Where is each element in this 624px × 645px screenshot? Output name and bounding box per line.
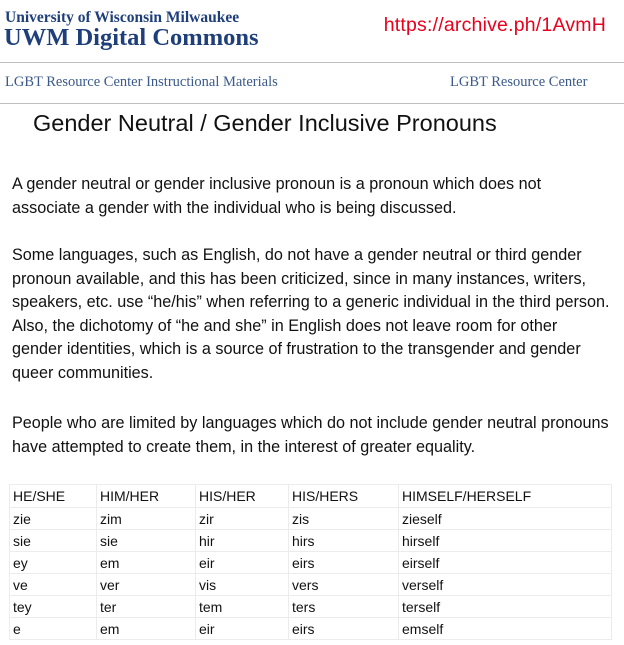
table-cell: eirself xyxy=(399,552,612,574)
table-cell: eirs xyxy=(289,618,399,640)
table-cell: ey xyxy=(10,552,97,574)
table-cell: emself xyxy=(399,618,612,640)
table-row xyxy=(10,596,612,618)
closing-paragraph: People who are limited by languages which do not include gender neutral pronouns have attempted to create them, in the interest of greater equality. xyxy=(12,414,609,456)
table-header-row xyxy=(10,485,612,508)
table-cell: zir xyxy=(196,508,289,530)
table-cell: zis xyxy=(289,508,399,530)
table-row xyxy=(10,530,612,552)
table-row xyxy=(10,574,612,596)
table-cell: eirs xyxy=(289,552,399,574)
site-header xyxy=(0,0,624,62)
table-row xyxy=(10,618,612,640)
table-cell: terself xyxy=(399,596,612,618)
table-cell: tey xyxy=(10,596,97,618)
university-name[interactable]: University of Wisconsin Milwaukee xyxy=(5,9,240,26)
table-cell: zieself xyxy=(399,508,612,530)
column-header: HIS/HERS xyxy=(289,485,399,508)
table-cell: eir xyxy=(196,618,289,640)
table-cell: hirself xyxy=(399,530,612,552)
column-header: HE/SHE xyxy=(10,485,97,508)
table-cell: ver xyxy=(97,574,196,596)
intro-paragraph: A gender neutral or gender inclusive pronoun is a pronoun which does not associate a gender with the individual who is being discussed. xyxy=(12,175,542,217)
table-cell: verself xyxy=(399,574,612,596)
department-link[interactable]: LGBT Resource Center xyxy=(450,74,588,90)
column-header: HIS/HER xyxy=(196,485,289,508)
table-cell: vers xyxy=(289,574,399,596)
context-paragraph: Some languages, such as English, do not have a gender neutral or third gender pronoun available, and this has been criticized, since in many instances, writers, speakers, etc. use “he/his” when referring to a generic individual in the third person. Also, the dichotomy of “he and she” in English does not leave room for other gender identities, which is a source of frustration to the transgender and gender queer communities. xyxy=(12,246,610,382)
breadcrumb-bar xyxy=(0,63,624,103)
table-cell: hir xyxy=(196,530,289,552)
table-cell: ter xyxy=(97,596,196,618)
nav-divider xyxy=(0,103,624,104)
table-cell: sie xyxy=(10,530,97,552)
page-title: Gender Neutral / Gender Inclusive Pronouns xyxy=(33,110,497,136)
table-cell: vis xyxy=(196,574,289,596)
archive-url-watermark: https://archive.ph/1AvmH xyxy=(383,14,606,36)
table-cell: em xyxy=(97,618,196,640)
column-header: HIM/HER xyxy=(97,485,196,508)
table-cell: em xyxy=(97,552,196,574)
site-name[interactable]: UWM Digital Commons xyxy=(4,24,259,51)
table-cell: e xyxy=(10,618,97,640)
collection-link[interactable]: LGBT Resource Center Instructional Materials xyxy=(5,74,278,90)
table-cell: tem xyxy=(196,596,289,618)
table-row xyxy=(10,552,612,574)
table-cell: ters xyxy=(289,596,399,618)
table-cell: zim xyxy=(97,508,196,530)
table-cell: eir xyxy=(196,552,289,574)
table-cell: ve xyxy=(10,574,97,596)
table-row xyxy=(10,508,612,530)
table-cell: sie xyxy=(97,530,196,552)
table-cell: hirs xyxy=(289,530,399,552)
column-header: HIMSELF/HERSELF xyxy=(399,485,612,508)
pronoun-table xyxy=(9,484,612,640)
table-cell: zie xyxy=(10,508,97,530)
